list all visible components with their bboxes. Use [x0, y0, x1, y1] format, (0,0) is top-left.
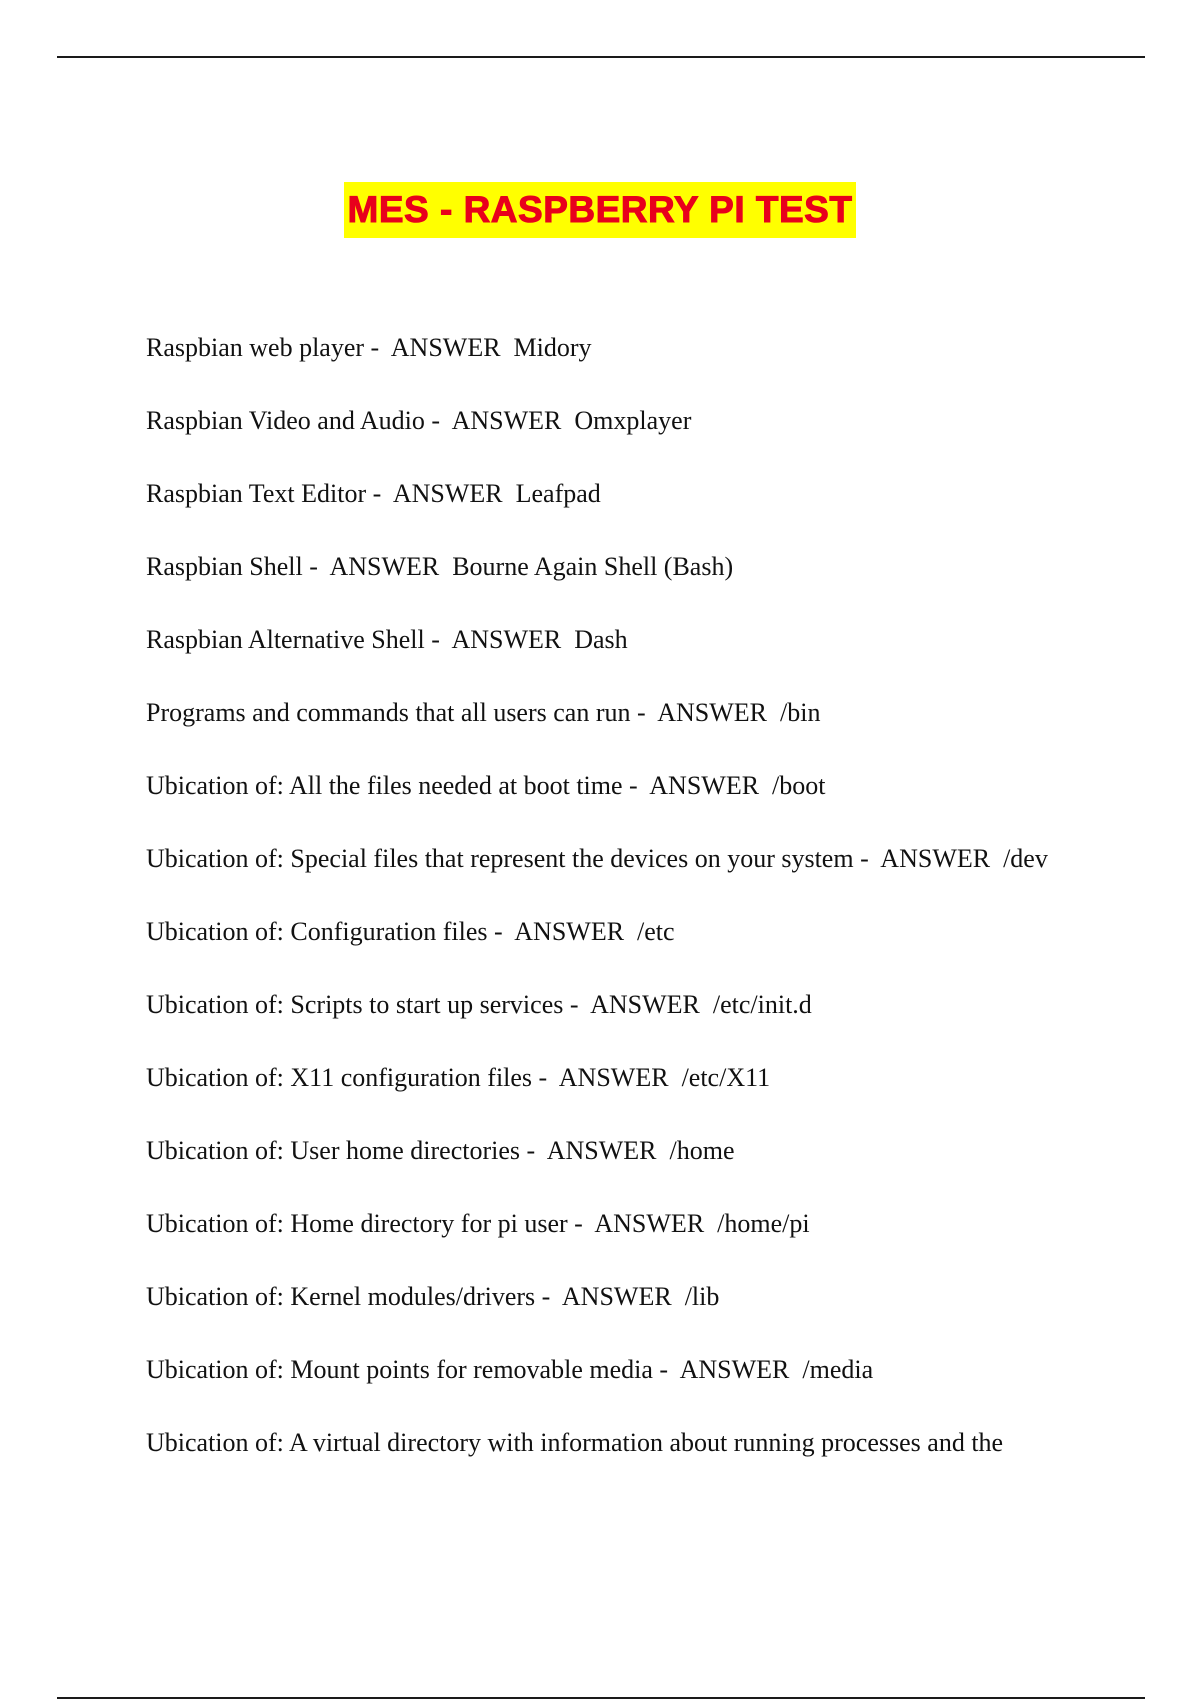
qa-question: Raspbian Text Editor -	[146, 479, 388, 508]
qa-answer-label: ANSWER	[324, 552, 446, 581]
qa-question: Ubication of: User home directories -	[146, 1136, 542, 1165]
qa-answer-label: ANSWER	[387, 479, 510, 508]
qa-question: Ubication of: Home directory for pi user -	[146, 1209, 590, 1238]
qa-question: Ubication of: All the files needed at boot time -	[146, 771, 645, 800]
qa-answer: /etc/init.d	[706, 990, 812, 1019]
qa-answer: /etc	[630, 917, 675, 946]
qa-item	[146, 1279, 1066, 1315]
qa-answer: Leafpad	[509, 479, 601, 508]
qa-item	[146, 914, 1066, 950]
qa-answer: /boot	[765, 771, 826, 800]
qa-question: Ubication of: Configuration files -	[146, 917, 510, 946]
qa-answer: /lib	[678, 1282, 720, 1311]
qa-answer-label: ANSWER	[509, 917, 631, 946]
qa-question: Raspbian Video and Audio -	[146, 406, 447, 435]
qa-item	[146, 841, 1066, 877]
qa-answer-label: ANSWER	[556, 1282, 679, 1311]
qa-question: Programs and commands that all users can run -	[146, 698, 653, 727]
qa-item	[146, 622, 1066, 658]
bottom-divider	[57, 1697, 1145, 1699]
qa-question: Ubication of: Special files that represent the devices on your system -	[146, 844, 876, 873]
qa-item	[146, 330, 1066, 366]
qa-item	[146, 476, 1066, 512]
qa-answer: Dash	[567, 625, 628, 654]
qa-answer: /home/pi	[710, 1209, 810, 1238]
qa-answer-label: ANSWER	[644, 771, 766, 800]
qa-item	[146, 1425, 1066, 1461]
qa-answer: Bourne Again Shell (Bash)	[445, 552, 734, 581]
qa-question: Ubication of: X11 configuration files -	[146, 1063, 554, 1092]
qa-answer: Midory	[507, 333, 592, 362]
qa-item	[146, 768, 1066, 804]
qa-answer-label: ANSWER	[589, 1209, 711, 1238]
qa-answer: /home	[663, 1136, 735, 1165]
qa-answer: /bin	[773, 698, 821, 727]
qa-item	[146, 695, 1066, 731]
top-divider	[57, 56, 1145, 58]
qa-question: Ubication of: A virtual directory with information about running processes and the	[146, 1428, 1004, 1457]
qa-item	[146, 1352, 1066, 1388]
qa-item	[146, 1133, 1066, 1169]
qa-answer-label: ANSWER	[541, 1136, 663, 1165]
qa-answer: /media	[795, 1355, 874, 1384]
qa-answer: /dev	[996, 844, 1048, 873]
qa-answer-label: ANSWER	[385, 333, 508, 362]
qa-answer: Omxplayer	[567, 406, 692, 435]
qa-answer-label: ANSWER	[585, 990, 707, 1019]
qa-item	[146, 987, 1066, 1023]
qa-item	[146, 403, 1066, 439]
document-title: MES - RASPBERRY PI TEST	[344, 182, 857, 238]
qa-answer-label: ANSWER	[875, 844, 997, 873]
qa-answer-label: ANSWER	[446, 406, 568, 435]
qa-question: Ubication of: Kernel modules/drivers -	[146, 1282, 557, 1311]
qa-answer-label: ANSWER	[553, 1063, 676, 1092]
question-answer-list	[146, 330, 1066, 1498]
qa-question: Ubication of: Mount points for removable media -	[146, 1355, 675, 1384]
qa-question: Raspbian Shell -	[146, 552, 325, 581]
qa-answer-label: ANSWER	[446, 625, 568, 654]
title-container	[0, 182, 1200, 238]
qa-item	[146, 1206, 1066, 1242]
qa-item	[146, 549, 1066, 585]
qa-question: Raspbian web player -	[146, 333, 386, 362]
qa-question: Raspbian Alternative Shell -	[146, 625, 447, 654]
qa-answer-label: ANSWER	[674, 1355, 796, 1384]
qa-item	[146, 1060, 1066, 1096]
qa-answer-label: ANSWER	[652, 698, 774, 727]
qa-answer: /etc/X11	[675, 1063, 771, 1092]
qa-question: Ubication of: Scripts to start up services -	[146, 990, 586, 1019]
